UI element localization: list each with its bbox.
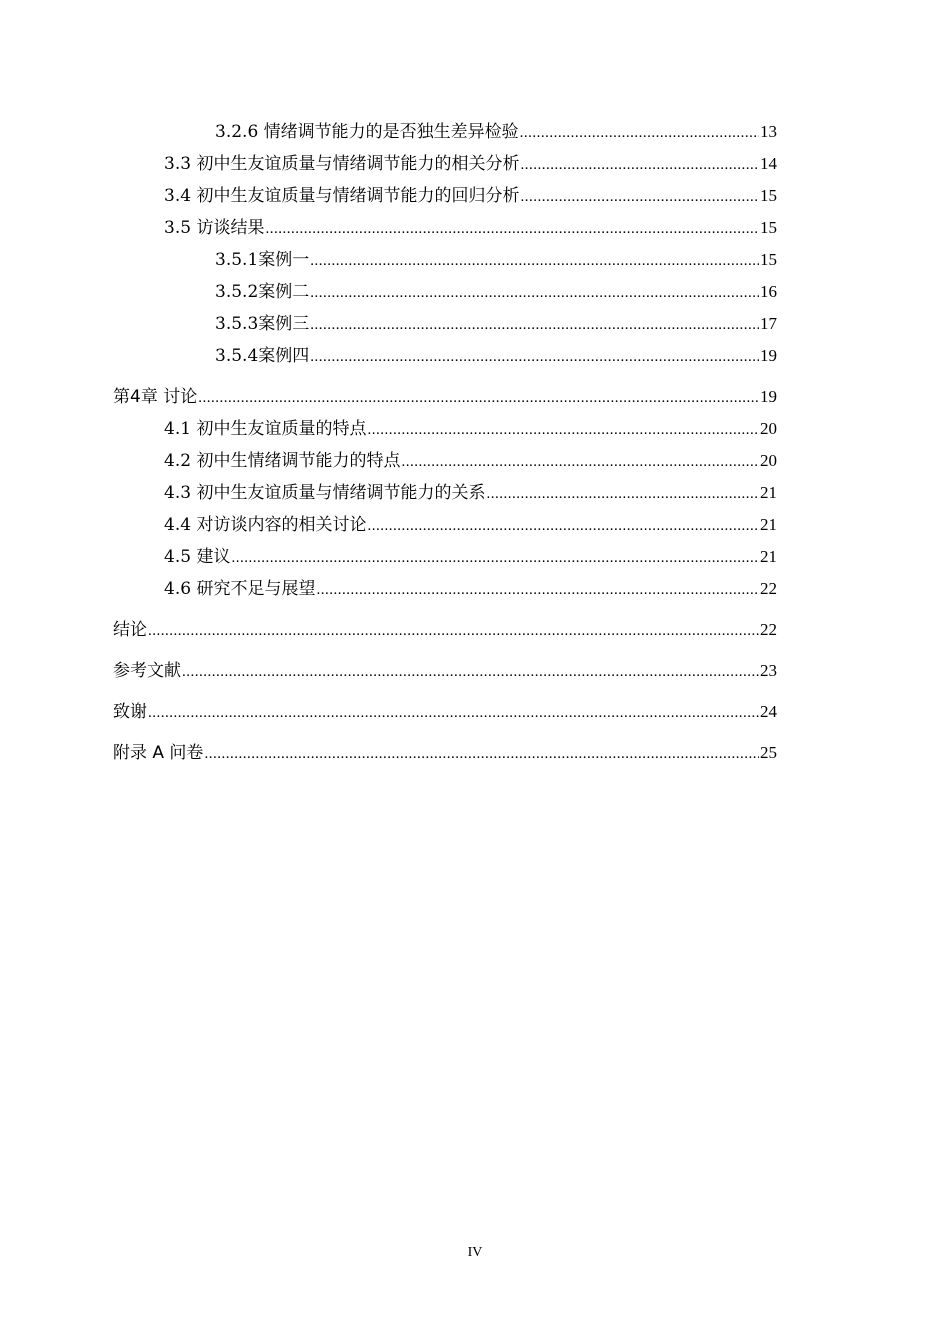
toc-entry-page: 25 xyxy=(760,743,777,762)
toc-entry-page: 22 xyxy=(760,579,777,598)
toc-entry[interactable] xyxy=(113,340,777,372)
toc-entry-page: 21 xyxy=(760,547,777,566)
toc-entry[interactable] xyxy=(113,148,777,180)
toc-entry-title: 4.4 对访谈内容的相关讨论 xyxy=(164,515,367,535)
toc-entry-title: 致谢 xyxy=(113,702,147,722)
toc-entry-title: 3.5.4案例四 xyxy=(215,346,310,366)
dot-leader xyxy=(310,277,759,309)
toc-entry[interactable] xyxy=(113,413,777,445)
toc-entry-page: 19 xyxy=(760,387,777,406)
dot-leader xyxy=(316,574,759,606)
dot-leader xyxy=(310,341,759,373)
page-footer-number: IV xyxy=(467,1245,483,1260)
toc-entry-page: 16 xyxy=(760,282,777,301)
toc-entry-page: 15 xyxy=(760,250,777,269)
dot-leader xyxy=(486,478,759,510)
toc-entry-title: 结论 xyxy=(113,620,147,640)
toc-chapter-entry[interactable] xyxy=(113,696,777,728)
toc-entry-page: 19 xyxy=(760,346,777,365)
dot-leader xyxy=(520,149,759,181)
dot-leader xyxy=(520,117,759,149)
toc-chapter-entry[interactable] xyxy=(113,614,777,646)
toc-entry-page: 13 xyxy=(760,122,777,141)
toc-entry-title: 3.4 初中生友谊质量与情绪调节能力的回归分析 xyxy=(164,186,520,206)
toc-entry[interactable] xyxy=(113,116,777,148)
toc-entry-title: 3.3 初中生友谊质量与情绪调节能力的相关分析 xyxy=(164,154,520,174)
dot-leader xyxy=(310,245,759,277)
dot-leader xyxy=(148,697,759,729)
dot-leader xyxy=(520,181,759,213)
toc-entry-page: 20 xyxy=(760,419,777,438)
toc-entry-title: 3.5 访谈结果 xyxy=(164,218,265,238)
toc-entry-title: 3.2.6 情绪调节能力的是否独生差异检验 xyxy=(215,122,519,142)
toc-entry-page: 21 xyxy=(760,483,777,502)
toc-entry-title: 4.6 研究不足与展望 xyxy=(164,579,316,599)
toc-entry[interactable] xyxy=(113,244,777,276)
dot-leader xyxy=(198,382,759,414)
toc-entry-title: 4.1 初中生友谊质量的特点 xyxy=(164,419,367,439)
toc-entry-page: 21 xyxy=(760,515,777,534)
dot-leader xyxy=(182,656,759,688)
toc-entry[interactable] xyxy=(113,445,777,477)
toc-entry-title: 第4章 讨论 xyxy=(113,387,198,407)
toc-entry-page: 24 xyxy=(760,702,777,721)
toc-entry-title: 参考文献 xyxy=(113,661,181,681)
toc-entry-page: 15 xyxy=(760,218,777,237)
dot-leader xyxy=(148,615,759,647)
toc-entry-page: 22 xyxy=(760,620,777,639)
toc-entry[interactable] xyxy=(113,180,777,212)
dot-leader xyxy=(367,510,759,542)
toc-chapter-entry[interactable] xyxy=(113,737,777,769)
toc-entry-page: 14 xyxy=(760,154,777,173)
toc-entry[interactable] xyxy=(113,573,777,605)
toc-chapter-entry[interactable] xyxy=(113,381,777,413)
dot-leader xyxy=(265,213,759,245)
toc-entry-title: 4.3 初中生友谊质量与情绪调节能力的关系 xyxy=(164,483,486,503)
toc-entry[interactable] xyxy=(113,212,777,244)
toc-entry[interactable] xyxy=(113,509,777,541)
toc-entry-title: 附录 A 问卷 xyxy=(113,743,204,763)
toc-entry-title: 3.5.3案例三 xyxy=(215,314,310,334)
toc-entry-page: 23 xyxy=(760,661,777,680)
dot-leader xyxy=(204,738,759,770)
dot-leader xyxy=(367,414,759,446)
dot-leader xyxy=(401,446,759,478)
dot-leader xyxy=(231,542,759,574)
toc-entry[interactable] xyxy=(113,308,777,340)
toc-entry-page: 17 xyxy=(760,314,777,333)
toc-entry[interactable] xyxy=(113,541,777,573)
toc-entry-page: 20 xyxy=(760,451,777,470)
toc-entry[interactable] xyxy=(113,477,777,509)
toc-chapter-entry[interactable] xyxy=(113,655,777,687)
toc-entry-title: 3.5.2案例二 xyxy=(215,282,310,302)
toc-entry-title: 3.5.1案例一 xyxy=(215,250,310,270)
table-of-contents xyxy=(113,116,777,769)
toc-entry-title: 4.5 建议 xyxy=(164,547,231,567)
dot-leader xyxy=(310,309,759,341)
toc-entry[interactable] xyxy=(113,276,777,308)
toc-entry-title: 4.2 初中生情绪调节能力的特点 xyxy=(164,451,401,471)
toc-entry-page: 15 xyxy=(760,186,777,205)
